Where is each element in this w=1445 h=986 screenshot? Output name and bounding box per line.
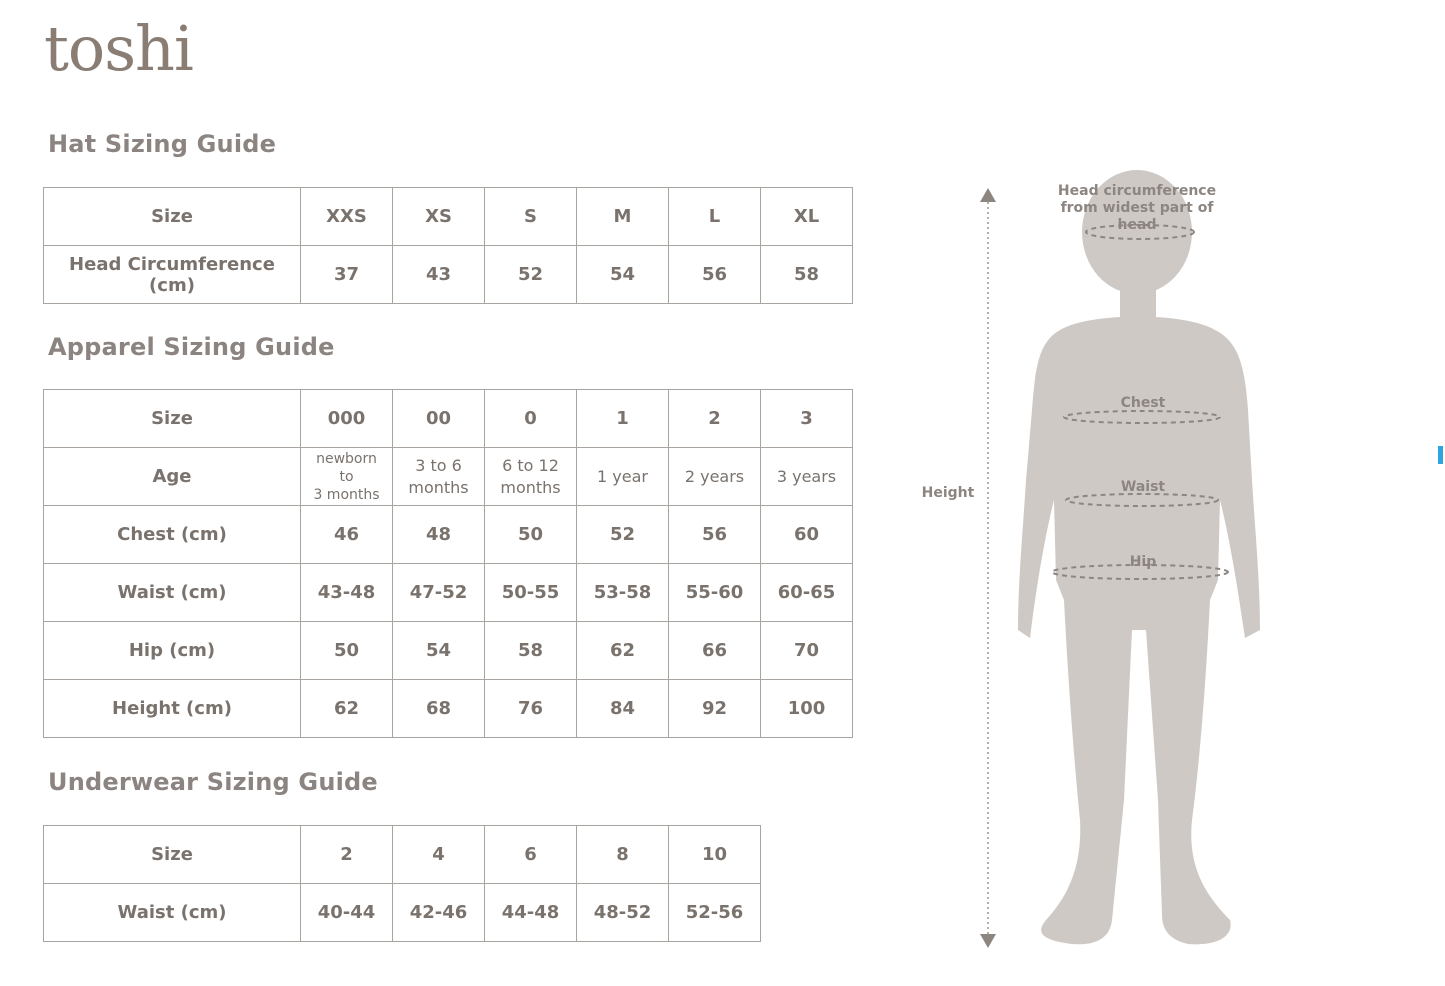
table-cell: 52-56 — [669, 884, 761, 942]
table-cell: 6 to 12 months — [485, 448, 577, 506]
table-cell: 42-46 — [393, 884, 485, 942]
table-cell: S — [485, 188, 577, 246]
scroll-indicator — [1438, 446, 1443, 464]
table-cell: 48-52 — [577, 884, 669, 942]
table-cell: XL — [761, 188, 853, 246]
table-cell: 62 — [577, 622, 669, 680]
table-row — [44, 680, 853, 738]
table-cell: 68 — [393, 680, 485, 738]
table-row — [44, 622, 853, 680]
table-row — [44, 564, 853, 622]
table-cell: 3 to 6 months — [393, 448, 485, 506]
table-cell: 60-65 — [761, 564, 853, 622]
table-cell: 55-60 — [669, 564, 761, 622]
row-label: Hip (cm) — [44, 622, 301, 680]
row-label: Waist (cm) — [44, 884, 301, 942]
table-cell: 40-44 — [301, 884, 393, 942]
table-cell: 8 — [577, 826, 669, 884]
table-cell: 56 — [669, 506, 761, 564]
table-row — [44, 884, 761, 942]
head-circumference-label: Head circumference from widest part of head — [1057, 183, 1217, 233]
table-cell: 10 — [669, 826, 761, 884]
table-cell: 50 — [301, 622, 393, 680]
table-cell: 52 — [485, 246, 577, 304]
row-label: Head Circumference (cm) — [44, 246, 301, 304]
hat-size-table — [43, 187, 853, 304]
table-row — [44, 390, 853, 448]
table-cell: 2 — [301, 826, 393, 884]
row-label: Size — [44, 826, 301, 884]
table-cell: 50 — [485, 506, 577, 564]
hat-section-title: Hat Sizing Guide — [48, 130, 277, 158]
table-cell: 76 — [485, 680, 577, 738]
table-cell: 54 — [393, 622, 485, 680]
table-cell: 000 — [301, 390, 393, 448]
table-cell: 00 — [393, 390, 485, 448]
table-cell: 0 — [485, 390, 577, 448]
table-row — [44, 188, 853, 246]
table-row — [44, 826, 761, 884]
row-label: Age — [44, 448, 301, 506]
row-label: Chest (cm) — [44, 506, 301, 564]
table-row — [44, 246, 853, 304]
table-cell: XXS — [301, 188, 393, 246]
row-label: Size — [44, 390, 301, 448]
table-cell: 44-48 — [485, 884, 577, 942]
table-cell: 58 — [485, 622, 577, 680]
table-cell: 54 — [577, 246, 669, 304]
table-cell: 4 — [393, 826, 485, 884]
chest-label: Chest — [1120, 395, 1166, 411]
table-cell: L — [669, 188, 761, 246]
row-label: Size — [44, 188, 301, 246]
table-cell: 66 — [669, 622, 761, 680]
height-label: Height — [921, 485, 975, 501]
table-cell: XS — [393, 188, 485, 246]
table-cell: M — [577, 188, 669, 246]
underwear-section-title: Underwear Sizing Guide — [48, 768, 378, 796]
table-cell: 37 — [301, 246, 393, 304]
table-cell: 100 — [761, 680, 853, 738]
table-cell: 56 — [669, 246, 761, 304]
apparel-section-title: Apparel Sizing Guide — [48, 333, 335, 361]
hip-label: Hip — [1129, 554, 1157, 570]
apparel-size-table — [43, 389, 853, 738]
table-cell: 84 — [577, 680, 669, 738]
table-cell: 2 — [669, 390, 761, 448]
table-cell: 1 year — [577, 448, 669, 506]
table-cell: 1 — [577, 390, 669, 448]
table-cell: 43 — [393, 246, 485, 304]
table-cell: 2 years — [669, 448, 761, 506]
table-row — [44, 448, 853, 506]
table-cell: 3 years — [761, 448, 853, 506]
table-cell: 92 — [669, 680, 761, 738]
table-cell: 53-58 — [577, 564, 669, 622]
waist-label: Waist — [1120, 479, 1166, 495]
table-cell: 47-52 — [393, 564, 485, 622]
table-cell: newborn to 3 months — [301, 448, 393, 506]
table-cell: 43-48 — [301, 564, 393, 622]
table-cell: 46 — [301, 506, 393, 564]
table-cell: 48 — [393, 506, 485, 564]
table-cell: 62 — [301, 680, 393, 738]
row-label: Waist (cm) — [44, 564, 301, 622]
double-arrow-icon — [980, 188, 996, 948]
table-cell: 3 — [761, 390, 853, 448]
underwear-size-table — [43, 825, 761, 942]
table-cell: 50-55 — [485, 564, 577, 622]
brand-logo: toshi — [44, 12, 193, 85]
row-label: Height (cm) — [44, 680, 301, 738]
table-cell: 58 — [761, 246, 853, 304]
table-cell: 60 — [761, 506, 853, 564]
table-cell: 52 — [577, 506, 669, 564]
table-row — [44, 506, 853, 564]
table-cell: 6 — [485, 826, 577, 884]
table-cell: 70 — [761, 622, 853, 680]
